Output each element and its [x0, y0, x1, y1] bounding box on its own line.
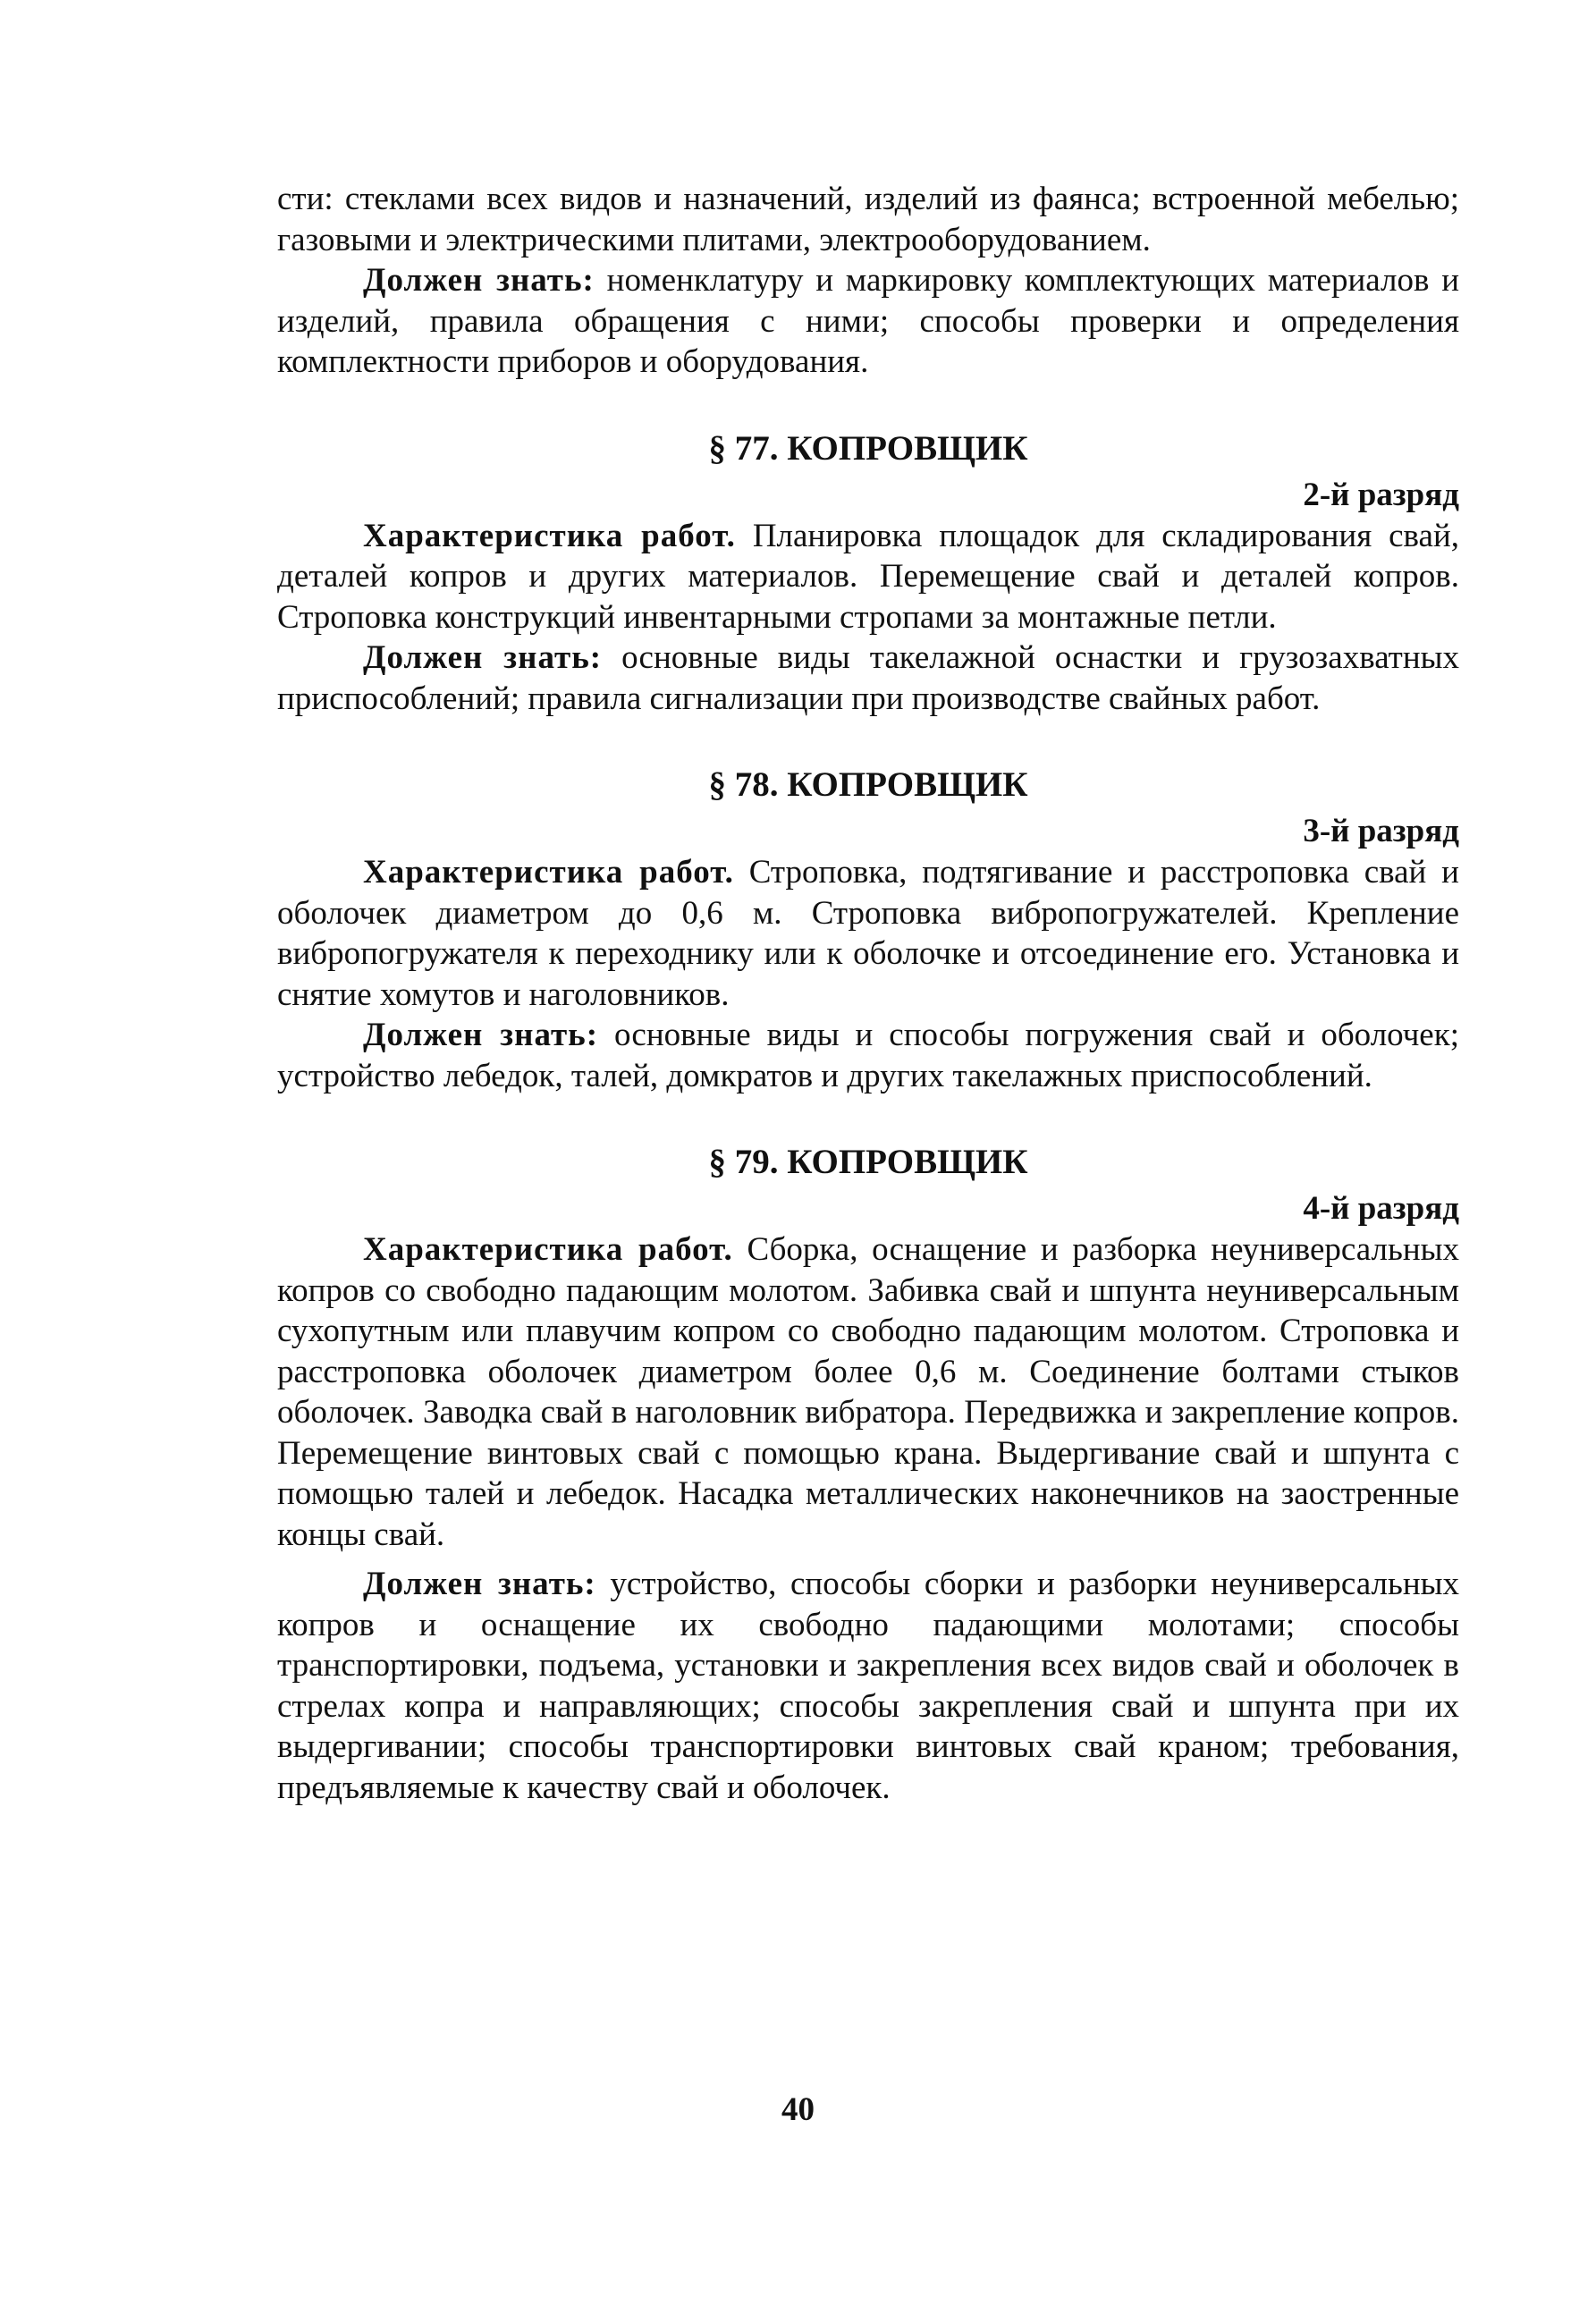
- work-characteristics-paragraph: [277, 1229, 1459, 1555]
- work-label: Характеристика работ.: [363, 517, 736, 554]
- knowledge-paragraph: [277, 638, 1459, 719]
- work-text: Планировка площадок для складирования свай, деталей копров и других материалов. Перемещение свай и деталей копров. Строповка конструкций инвентарными стропами за монтажные петли.: [277, 517, 1459, 636]
- intro-knowledge-paragraph: [277, 260, 1459, 383]
- section-title: § 77. КОПРОВЩИК: [708, 428, 1028, 468]
- knowledge-paragraph: [277, 1564, 1459, 1808]
- intro-continuation: сти: стеклами всех видов и назначений, изделий из фаянса; встроенной мебелью; газовыми и электрическими плитами, электрооборудованием.: [277, 181, 1459, 258]
- page-content: [277, 179, 1459, 1808]
- work-characteristics-paragraph: [277, 516, 1459, 638]
- knowledge-label: Должен знать:: [363, 1566, 596, 1602]
- section-title: § 79. КОПРОВЩИК: [708, 1143, 1028, 1181]
- section-77: [277, 428, 1459, 720]
- knowledge-text: номенклатуру и маркировку комплектующих материалов и изделий, правила обращения с ними; способы проверки и определения комплектности приборов и оборудования.: [277, 262, 1459, 380]
- knowledge-label: Должен знать:: [363, 262, 595, 299]
- section-grade: 2-й разряд: [1303, 476, 1459, 513]
- knowledge-paragraph: [277, 1015, 1459, 1096]
- work-characteristics-paragraph: [277, 852, 1459, 1015]
- section-title: § 78. КОПРОВЩИК: [708, 765, 1028, 804]
- section-78: [277, 764, 1459, 1096]
- knowledge-label: Должен знать:: [363, 639, 603, 676]
- section-grade: 3-й разряд: [1303, 813, 1459, 849]
- section-79: [277, 1142, 1459, 1808]
- knowledge-text: основные виды такелажной оснастки и грузозахватных приспособлений; правила сигнализации при производстве свайных работ.: [277, 639, 1459, 717]
- section-grade: 4-й разряд: [1303, 1190, 1459, 1227]
- page-number: 40: [781, 2091, 815, 2128]
- work-text: Сборка, оснащение и разборка неуниверсальных копров со свободно падающим молотом. Забивка свай и шпунта неуниверсальным сухопутным или плавучим копром со свободно падающим молотом. Строповка и расстроповка оболочек диаметром более 0,6 м. Соединение болтами стыков оболочек. Заводка свай в наголовник вибратора. Передвижка и закрепление копров. Перемещение винтовых свай с помощью крана. Выдергивание свай и шпунта с помощью талей и лебедок. Насадка металлических наконечников на заостренные концы свай.: [277, 1231, 1459, 1553]
- knowledge-label: Должен знать:: [363, 1017, 599, 1053]
- work-label: Характеристика работ.: [363, 1231, 733, 1268]
- work-text: Строповка, подтягивание и расстроповка свай и оболочек диаметром до 0,6 м. Строповка вибропогружателей. Крепление вибропогружателя к переходнику или к оболочке и отсоединение его. Установка и снятие хомутов и наголовников.: [277, 854, 1459, 1013]
- work-label: Характеристика работ.: [363, 854, 734, 891]
- knowledge-text: устройство, способы сборки и разборки неуниверсальных копров и оснащение их свободно падающими молотами; способы транспортировки, подъема, установки и закрепления всех видов свай и оболочек в стрелах копра и направляющих; способы закрепления свай и шпунта при их выдергивании; способы транспортировки винтовых свай краном; требования, предъявляемые к качеству свай и оболочек.: [277, 1566, 1459, 1806]
- knowledge-text: основные виды и способы погружения свай и оболочек; устройство лебедок, талей, домкратов и других такелажных приспособлений.: [277, 1017, 1459, 1094]
